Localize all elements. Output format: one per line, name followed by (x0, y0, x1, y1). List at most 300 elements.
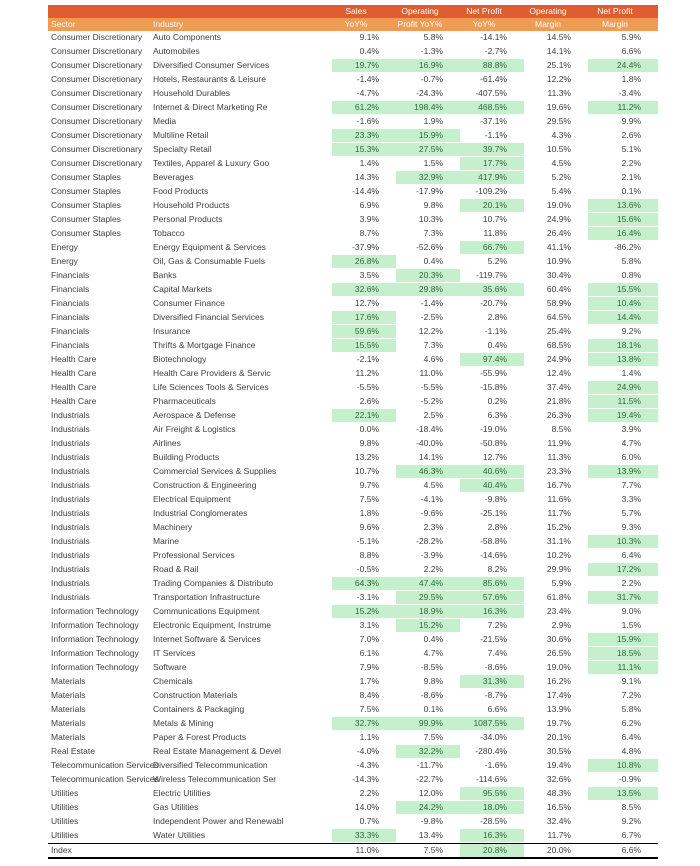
industry-cell: Marine (150, 535, 332, 549)
header-blank-industry (150, 5, 332, 18)
net-profit-yoy-cell: 88.8% (460, 59, 524, 73)
header-blank-sector (48, 5, 150, 18)
operating-margin-cell: 21.8% (524, 395, 588, 409)
header-row-top (48, 5, 658, 18)
net-profit-yoy-cell: 0.2% (460, 395, 524, 409)
table-row (48, 633, 658, 647)
sales-yoy-cell: 14.0% (332, 801, 396, 815)
operating-margin-cell: 61.8% (524, 591, 588, 605)
sector-cell: Utilities (48, 829, 150, 843)
operating-profit-yoy-cell: -22.7% (396, 773, 460, 787)
net-profit-margin-cell: 2.2% (588, 577, 658, 591)
net-profit-margin-cell: 15.6% (588, 213, 658, 227)
sales-yoy-cell: -4.0% (332, 745, 396, 759)
operating-profit-yoy-cell: 46.3% (396, 465, 460, 479)
operating-margin-cell: 26.4% (524, 227, 588, 241)
sector-cell: Industrials (48, 577, 150, 591)
table-row (48, 801, 658, 815)
industry-cell: Household Durables (150, 87, 332, 101)
sector-cell: Industrials (48, 423, 150, 437)
operating-profit-yoy-cell: 32.2% (396, 745, 460, 759)
sales-yoy-cell: -5.1% (332, 535, 396, 549)
sector-cell: Telecommunication Services (48, 759, 150, 773)
net-profit-margin-cell: 6.4% (588, 549, 658, 563)
net-profit-margin-cell: 0.8% (588, 269, 658, 283)
operating-profit-yoy-cell: 9.8% (396, 675, 460, 689)
net-profit-yoy-cell: 35.6% (460, 283, 524, 297)
net-profit-yoy-cell: -15.8% (460, 381, 524, 395)
net-profit-margin-cell: 10.3% (588, 535, 658, 549)
operating-profit-yoy-cell: 2.3% (396, 521, 460, 535)
net-profit-yoy-cell: -25.1% (460, 507, 524, 521)
sales-yoy-cell: 64.3% (332, 577, 396, 591)
table-row (48, 325, 658, 339)
sales-yoy-cell: 1.4% (332, 157, 396, 171)
operating-profit-yoy-cell: 2.2% (396, 563, 460, 577)
sector-cell: Industrials (48, 535, 150, 549)
sales-yoy-cell: -0.5% (332, 563, 396, 577)
table-row (48, 213, 658, 227)
industry-cell: Road & Rail (150, 563, 332, 577)
industry-cell: Automobiles (150, 45, 332, 59)
operating-margin-cell: 29.9% (524, 563, 588, 577)
table-row (48, 227, 658, 241)
operating-profit-yoy-cell: 99.9% (396, 717, 460, 731)
sector-cell: Information Technology (48, 633, 150, 647)
sector-cell: Industrials (48, 521, 150, 535)
operating-margin-cell: 29.5% (524, 115, 588, 129)
operating-margin-cell: 16.2% (524, 675, 588, 689)
sales-yoy-cell: 26.8% (332, 255, 396, 269)
sales-yoy-cell: 3.1% (332, 619, 396, 633)
net-profit-yoy-cell: -280.4% (460, 745, 524, 759)
net-profit-margin-cell: 18.1% (588, 339, 658, 353)
net-profit-yoy-cell: -2.7% (460, 45, 524, 59)
net-profit-margin-cell: 4.8% (588, 745, 658, 759)
net-profit-yoy-cell: -1.6% (460, 759, 524, 773)
operating-margin-cell: 4.5% (524, 157, 588, 171)
operating-profit-yoy-cell: 29.5% (396, 591, 460, 605)
industry-cell: Professional Services (150, 549, 332, 563)
net-profit-yoy-cell: 12.7% (460, 451, 524, 465)
col-header-sales-line2: YoY% (332, 18, 396, 31)
operating-profit-yoy-cell: -2.5% (396, 311, 460, 325)
operating-margin-cell: 20.1% (524, 731, 588, 745)
net-profit-yoy-cell: 0.4% (460, 339, 524, 353)
net-profit-yoy-cell: 17.7% (460, 157, 524, 171)
net-profit-margin-cell: 11.5% (588, 395, 658, 409)
industry-cell: Diversified Consumer Services (150, 59, 332, 73)
sector-cell: Real Estate (48, 745, 150, 759)
operating-margin-cell: 23.3% (524, 465, 588, 479)
net-profit-yoy-cell: 85.6% (460, 577, 524, 591)
operating-margin-cell: 58.9% (524, 297, 588, 311)
sector-industry-table (48, 5, 658, 859)
net-profit-yoy-cell: -37.1% (460, 115, 524, 129)
net-profit-yoy-cell: 95.5% (460, 787, 524, 801)
industry-cell: Real Estate Management & Devel (150, 745, 332, 759)
sector-cell: Energy (48, 255, 150, 269)
sector-cell: Information Technology (48, 619, 150, 633)
operating-profit-yoy-cell: 12.2% (396, 325, 460, 339)
net-profit-yoy-cell: -109.2% (460, 185, 524, 199)
industry-cell: Communications Equipment (150, 605, 332, 619)
col-header-operating-margin-line2: Margin (524, 18, 588, 31)
sales-yoy-cell: 1.1% (332, 731, 396, 745)
sector-cell: Health Care (48, 353, 150, 367)
col-header-operating-margin-line1: Operating (524, 5, 588, 18)
table-row (48, 339, 658, 353)
net-profit-margin-cell: 3.3% (588, 493, 658, 507)
net-profit-yoy-cell: -407.5% (460, 87, 524, 101)
net-profit-yoy-cell: 97.4% (460, 353, 524, 367)
industry-cell: Wireless Telecommunication Ser (150, 773, 332, 787)
industry-cell: Electrical Equipment (150, 493, 332, 507)
operating-profit-yoy-cell: 9.8% (396, 199, 460, 213)
header-row-bottom (48, 18, 658, 31)
sector-cell: Utilities (48, 801, 150, 815)
net-profit-margin-cell: 9.0% (588, 605, 658, 619)
net-profit-yoy-cell: -14.1% (460, 31, 524, 45)
operating-profit-yoy-cell: 18.9% (396, 605, 460, 619)
industry-cell: Internet Software & Services (150, 633, 332, 647)
operating-profit-yoy-cell: -5.5% (396, 381, 460, 395)
sector-cell: Consumer Staples (48, 171, 150, 185)
net-profit-yoy-cell: -1.1% (460, 325, 524, 339)
table-header (48, 5, 658, 31)
sector-cell: Financials (48, 283, 150, 297)
sector-cell: Materials (48, 717, 150, 731)
sector-cell: Materials (48, 675, 150, 689)
sector-cell: Materials (48, 731, 150, 745)
net-profit-margin-cell: 10.4% (588, 297, 658, 311)
net-profit-yoy-cell: -50.8% (460, 437, 524, 451)
sales-yoy-cell: 32.7% (332, 717, 396, 731)
col-header-operating-profit-line2: Profit YoY% (396, 18, 460, 31)
industry-cell: Independent Power and Renewabl (150, 815, 332, 829)
table-body (48, 31, 658, 859)
industry-cell: Beverages (150, 171, 332, 185)
sales-yoy-cell: 15.5% (332, 339, 396, 353)
net-profit-yoy-cell: -55.9% (460, 367, 524, 381)
sector-cell: Information Technology (48, 661, 150, 675)
industry-cell: Electronic Equipment, Instrume (150, 619, 332, 633)
sales-yoy-cell: -3.1% (332, 591, 396, 605)
operating-profit-yoy-cell: 10.3% (396, 213, 460, 227)
operating-profit-yoy-cell: 4.6% (396, 353, 460, 367)
sector-cell: Consumer Staples (48, 213, 150, 227)
operating-profit-yoy-cell: 7.3% (396, 339, 460, 353)
operating-margin-cell: 24.9% (524, 213, 588, 227)
table-row (48, 129, 658, 143)
sector-cell: Industrials (48, 465, 150, 479)
sector-cell: Consumer Discretionary (48, 73, 150, 87)
net-profit-yoy-cell: -8.7% (460, 689, 524, 703)
net-profit-margin-cell: 18.5% (588, 647, 658, 661)
net-profit-margin-cell: 11.2% (588, 101, 658, 115)
sector-cell: Materials (48, 689, 150, 703)
operating-margin-cell: 11.6% (524, 493, 588, 507)
net-profit-margin-cell: 5.8% (588, 703, 658, 717)
net-profit-margin-cell: 1.5% (588, 619, 658, 633)
operating-margin-cell: 19.4% (524, 759, 588, 773)
sector-cell: Industrials (48, 479, 150, 493)
sector-cell: Consumer Discretionary (48, 157, 150, 171)
industry-cell: Paper & Forest Products (150, 731, 332, 745)
operating-profit-yoy-cell: 0.4% (396, 633, 460, 647)
sales-yoy-cell: 22.1% (332, 409, 396, 423)
table-row (48, 773, 658, 787)
net-profit-yoy-cell: 20.1% (460, 199, 524, 213)
sales-yoy-cell: 7.9% (332, 661, 396, 675)
industry-cell: Transportation Infrastructure (150, 591, 332, 605)
industry-cell: Specialty Retail (150, 143, 332, 157)
sales-yoy-cell: 8.4% (332, 689, 396, 703)
table-row (48, 157, 658, 171)
industry-cell: Auto Components (150, 31, 332, 45)
sector-cell: Financials (48, 269, 150, 283)
col-header-operating-profit-line1: Operating (396, 5, 460, 18)
table-row (48, 31, 658, 45)
sales-yoy-cell: -2.1% (332, 353, 396, 367)
operating-profit-yoy-cell: 5.8% (396, 31, 460, 45)
sector-cell: Industrials (48, 549, 150, 563)
sales-yoy-cell: 9.8% (332, 437, 396, 451)
sector-cell: Utilities (48, 787, 150, 801)
table-row (48, 87, 658, 101)
table-row (48, 815, 658, 829)
operating-margin-cell: 10.9% (524, 255, 588, 269)
operating-margin-cell: 23.4% (524, 605, 588, 619)
net-profit-margin-cell: 15.9% (588, 633, 658, 647)
net-profit-yoy-cell: -21.5% (460, 633, 524, 647)
sales-yoy-cell: 14.3% (332, 171, 396, 185)
operating-margin-cell: 16.7% (524, 479, 588, 493)
sales-yoy-cell: 7.5% (332, 493, 396, 507)
sector-cell: Materials (48, 703, 150, 717)
net-profit-margin-cell: 13.6% (588, 199, 658, 213)
net-profit-yoy-cell: 31.3% (460, 675, 524, 689)
table-row (48, 311, 658, 325)
sales-yoy-cell: 13.2% (332, 451, 396, 465)
net-profit-margin-cell: 24.4% (588, 59, 658, 73)
operating-margin-cell: 5.4% (524, 185, 588, 199)
industry-cell: Capital Markets (150, 283, 332, 297)
net-profit-margin-cell: 0.1% (588, 185, 658, 199)
operating-margin-cell: 14.1% (524, 45, 588, 59)
sales-yoy-cell: 1.7% (332, 675, 396, 689)
net-profit-margin-cell: 2.2% (588, 157, 658, 171)
operating-profit-yoy-cell: -8.5% (396, 661, 460, 675)
sales-yoy-cell: 0.7% (332, 815, 396, 829)
operating-margin-cell: 4.3% (524, 129, 588, 143)
sector-cell: Industrials (48, 507, 150, 521)
industry-cell: Diversified Telecommunication (150, 759, 332, 773)
sector-cell: Financials (48, 311, 150, 325)
table-row (48, 619, 658, 633)
sales-yoy-cell: 9.7% (332, 479, 396, 493)
net-profit-margin-cell: 6.4% (588, 731, 658, 745)
operating-profit-yoy-cell: 15.9% (396, 129, 460, 143)
industry-cell: Banks (150, 269, 332, 283)
sales-yoy-cell: 17.6% (332, 311, 396, 325)
net-profit-yoy-cell: 40.6% (460, 465, 524, 479)
table-row (48, 717, 658, 731)
operating-margin-cell: 16.5% (524, 801, 588, 815)
table-row (48, 241, 658, 255)
industry-cell (150, 843, 332, 859)
operating-margin-cell: 12.2% (524, 73, 588, 87)
operating-profit-yoy-cell: 7.5% (396, 731, 460, 745)
table-row (48, 703, 658, 717)
table-row (48, 255, 658, 269)
operating-profit-yoy-cell: -28.2% (396, 535, 460, 549)
sales-yoy-cell: 1.8% (332, 507, 396, 521)
net-profit-margin-cell: 4.7% (588, 437, 658, 451)
operating-margin-cell: 32.6% (524, 773, 588, 787)
sales-yoy-cell: 8.7% (332, 227, 396, 241)
table-row (48, 367, 658, 381)
table-row (48, 535, 658, 549)
net-profit-margin-cell: 6.0% (588, 451, 658, 465)
operating-profit-yoy-cell: -9.8% (396, 815, 460, 829)
net-profit-yoy-cell: -1.1% (460, 129, 524, 143)
net-profit-yoy-cell: -9.8% (460, 493, 524, 507)
net-profit-yoy-cell: 2.8% (460, 521, 524, 535)
operating-profit-yoy-cell: -4.1% (396, 493, 460, 507)
net-profit-yoy-cell: -8.6% (460, 661, 524, 675)
net-profit-yoy-cell: 468.5% (460, 101, 524, 115)
industry-cell: Thrifts & Mortgage Finance (150, 339, 332, 353)
industry-cell: Water Utilities (150, 829, 332, 843)
operating-margin-cell: 10.5% (524, 143, 588, 157)
table-row (48, 661, 658, 675)
sales-yoy-cell: -1.6% (332, 115, 396, 129)
industry-cell: Consumer Finance (150, 297, 332, 311)
operating-profit-yoy-cell: -0.7% (396, 73, 460, 87)
sector-cell: Consumer Discretionary (48, 115, 150, 129)
industry-cell: Internet & Direct Marketing Re (150, 101, 332, 115)
operating-profit-yoy-cell: 198.4% (396, 101, 460, 115)
net-profit-yoy-cell: 6.6% (460, 703, 524, 717)
col-header-sector: Sector (48, 18, 150, 31)
operating-profit-yoy-cell: 2.5% (396, 409, 460, 423)
sales-yoy-cell: -4.7% (332, 87, 396, 101)
operating-profit-yoy-cell: -8.6% (396, 689, 460, 703)
industry-cell: Multiline Retail (150, 129, 332, 143)
table-row (48, 731, 658, 745)
table-row (48, 591, 658, 605)
table-row (48, 59, 658, 73)
operating-profit-yoy-cell: 16.9% (396, 59, 460, 73)
industry-cell: Building Products (150, 451, 332, 465)
industry-cell: Construction Materials (150, 689, 332, 703)
net-profit-margin-cell: 5.1% (588, 143, 658, 157)
table-row (48, 101, 658, 115)
net-profit-margin-cell: 16.4% (588, 227, 658, 241)
operating-margin-cell: 19.0% (524, 199, 588, 213)
operating-margin-cell: 13.9% (524, 703, 588, 717)
industry-cell: Trading Companies & Distributo (150, 577, 332, 591)
operating-profit-yoy-cell: 0.4% (396, 255, 460, 269)
sales-yoy-cell: 7.0% (332, 633, 396, 647)
sales-yoy-cell: 3.5% (332, 269, 396, 283)
table-row (48, 199, 658, 213)
table-row (48, 647, 658, 661)
net-profit-yoy-cell: -28.5% (460, 815, 524, 829)
sector-cell: Health Care (48, 367, 150, 381)
operating-profit-yoy-cell: -1.3% (396, 45, 460, 59)
sales-yoy-cell: 59.6% (332, 325, 396, 339)
operating-margin-cell: 8.5% (524, 423, 588, 437)
operating-margin-cell: 12.4% (524, 367, 588, 381)
operating-margin-cell: 30.6% (524, 633, 588, 647)
sales-yoy-cell: 6.9% (332, 199, 396, 213)
operating-margin-cell: 64.5% (524, 311, 588, 325)
col-header-net-profit-margin-line2: Margin (588, 18, 658, 31)
industry-cell: Insurance (150, 325, 332, 339)
net-profit-yoy-cell: -58.8% (460, 535, 524, 549)
net-profit-margin-cell: 5.7% (588, 507, 658, 521)
industry-cell: Aerospace & Defense (150, 409, 332, 423)
sales-yoy-cell: 9.1% (332, 31, 396, 45)
net-profit-yoy-cell: 7.4% (460, 647, 524, 661)
operating-margin-cell: 26.5% (524, 647, 588, 661)
operating-profit-yoy-cell: -5.2% (396, 395, 460, 409)
operating-profit-yoy-cell: 14.1% (396, 451, 460, 465)
operating-margin-cell: 11.9% (524, 437, 588, 451)
industry-cell: IT Services (150, 647, 332, 661)
industry-cell: Pharmaceuticals (150, 395, 332, 409)
table-row (48, 171, 658, 185)
sector-cell: Consumer Discretionary (48, 31, 150, 45)
net-profit-margin-cell: 11.1% (588, 661, 658, 675)
sector-cell: Information Technology (48, 647, 150, 661)
net-profit-yoy-cell: 18.0% (460, 801, 524, 815)
industry-cell: Media (150, 115, 332, 129)
net-profit-yoy-cell: 20.8% (460, 843, 524, 859)
operating-profit-yoy-cell: -1.4% (396, 297, 460, 311)
net-profit-margin-cell: 5.9% (588, 31, 658, 45)
industry-cell: Machinery (150, 521, 332, 535)
table-row (48, 185, 658, 199)
operating-margin-cell: 17.4% (524, 689, 588, 703)
sales-yoy-cell: -14.3% (332, 773, 396, 787)
net-profit-margin-cell: 6.6% (588, 843, 658, 859)
table-row (48, 423, 658, 437)
net-profit-margin-cell: 17.2% (588, 563, 658, 577)
net-profit-margin-cell: 13.9% (588, 465, 658, 479)
table-row (48, 563, 658, 577)
industry-cell: Containers & Packaging (150, 703, 332, 717)
industry-cell: Life Sciences Tools & Services (150, 381, 332, 395)
operating-margin-cell: 20.0% (524, 843, 588, 859)
operating-margin-cell: 30.4% (524, 269, 588, 283)
table-row (48, 605, 658, 619)
net-profit-yoy-cell: 16.3% (460, 829, 524, 843)
operating-profit-yoy-cell: 27.5% (396, 143, 460, 157)
sales-yoy-cell: 15.3% (332, 143, 396, 157)
industry-cell: Household Products (150, 199, 332, 213)
industry-cell: Diversified Financial Services (150, 311, 332, 325)
operating-margin-cell: 2.9% (524, 619, 588, 633)
operating-profit-yoy-cell: 20.3% (396, 269, 460, 283)
industry-cell: Air Freight & Logistics (150, 423, 332, 437)
operating-margin-cell: 11.3% (524, 451, 588, 465)
net-profit-yoy-cell: -34.0% (460, 731, 524, 745)
sector-cell: Consumer Staples (48, 199, 150, 213)
col-header-net-profit-line1: Net Profit (460, 5, 524, 18)
